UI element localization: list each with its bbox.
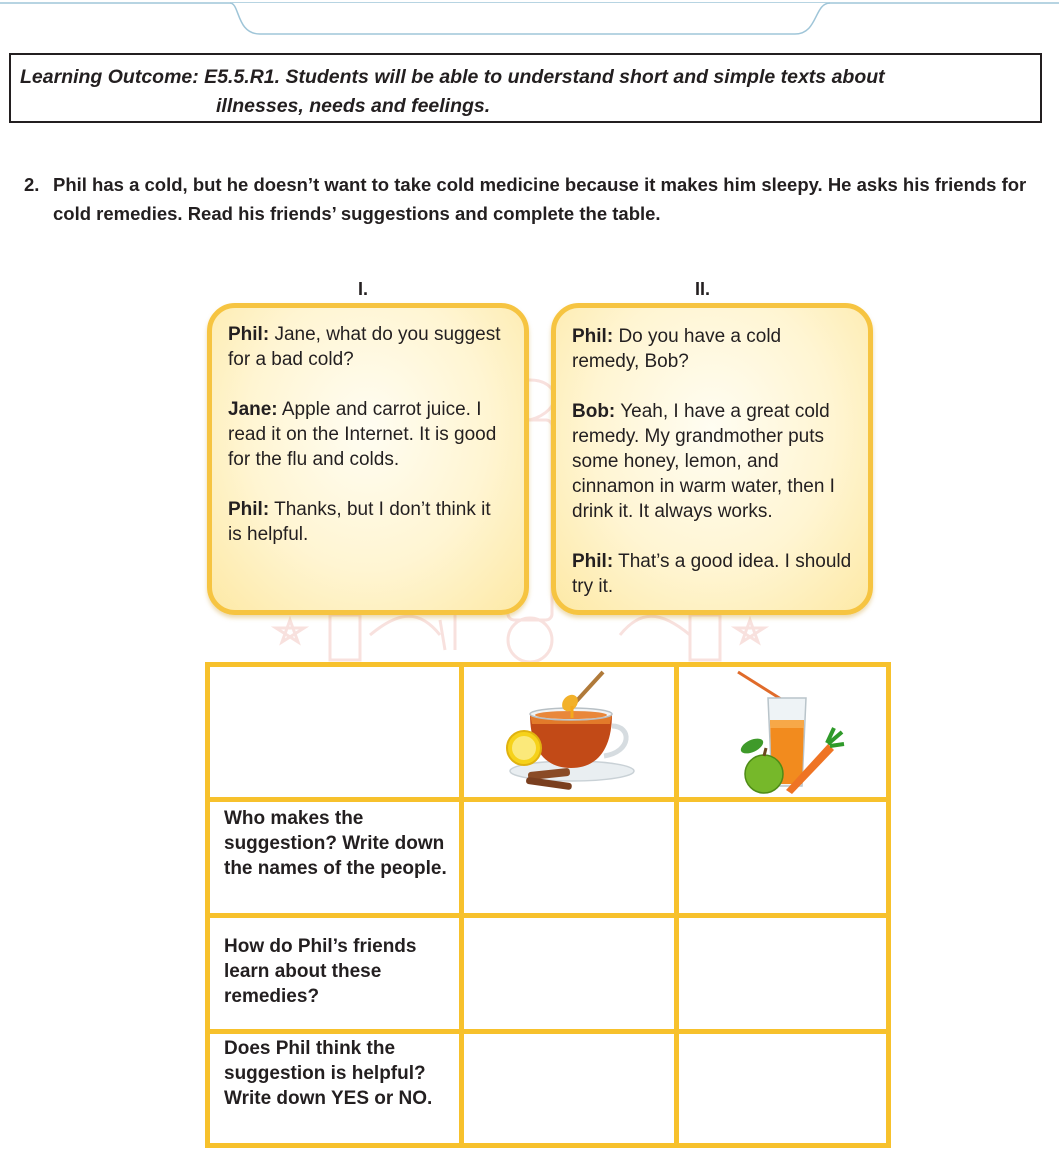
learning-outcome-line-2: illnesses, needs and feelings. bbox=[216, 95, 491, 117]
table-border-top bbox=[205, 662, 891, 667]
dialogue-1-label: I. bbox=[358, 279, 369, 299]
dialogue-line bbox=[228, 497, 508, 547]
apple-carrot-juice-icon bbox=[730, 670, 845, 796]
line-text: Do you have a cold remedy, Bob? bbox=[572, 326, 782, 372]
dialogue-line bbox=[228, 322, 508, 372]
row-label-who: Who makes the suggestion? Write down the names of the people. bbox=[224, 808, 447, 879]
line-text: Thanks, but I don’t think it is helpful. bbox=[228, 499, 491, 545]
answer-cell-helpful-1[interactable] bbox=[464, 1034, 674, 1143]
dialogue-line bbox=[572, 324, 852, 374]
answer-cell-helpful-2[interactable] bbox=[679, 1034, 886, 1143]
speaker-name: Phil: bbox=[572, 326, 614, 347]
line-text: Apple and carrot juice. I read it on the Internet. It is good for the flu and colds. bbox=[228, 399, 497, 470]
dialogue-1-bubble bbox=[207, 303, 529, 615]
learning-outcome-box bbox=[9, 53, 1042, 123]
answer-cell-how-2[interactable] bbox=[679, 918, 886, 1029]
honey-lemon-tea-icon bbox=[500, 668, 640, 796]
dialogue-2-label: II. bbox=[695, 279, 711, 299]
dialogue-2-bubble bbox=[551, 303, 873, 615]
table-border-bottom bbox=[205, 1143, 891, 1148]
row-label-how: How do Phil’s friends learn about these remedies? bbox=[224, 936, 417, 1007]
dialogue-line bbox=[228, 397, 508, 472]
row-label-helpful: Does Phil think the suggestion is helpful? Write down YES or NO. bbox=[224, 1038, 433, 1109]
dialogue-line bbox=[572, 399, 852, 524]
line-text: Yeah, I have a great cold remedy. My grandmother puts some honey, lemon, and cinnamon in warm water, then I drink it. It always works. bbox=[572, 401, 835, 522]
question-2 bbox=[24, 170, 1054, 228]
question-number: 2. bbox=[24, 174, 40, 195]
answer-cell-who-2[interactable] bbox=[679, 802, 886, 913]
line-text: That’s a good idea. I should try it. bbox=[572, 551, 852, 597]
speaker-name: Phil: bbox=[228, 499, 270, 520]
page-header-tab bbox=[0, 0, 1059, 40]
speaker-name: Phil: bbox=[228, 324, 270, 345]
question-text: Phil has a cold, but he doesn’t want to take cold medicine because it makes him sleepy. He asks his friends for cold remedies. Read his friends’ suggestions and complete the table. bbox=[53, 174, 1027, 224]
remedy-table bbox=[205, 662, 891, 1148]
speaker-name: Bob: bbox=[572, 401, 616, 422]
dialogue-line bbox=[572, 549, 852, 599]
answer-cell-how-1[interactable] bbox=[464, 918, 674, 1029]
learning-outcome-line-1: Learning Outcome: E5.5.R1. Students will be able to understand short and simple texts about bbox=[20, 66, 885, 88]
speaker-name: Jane: bbox=[228, 399, 278, 420]
speaker-name: Phil: bbox=[572, 551, 614, 572]
table-border-right bbox=[886, 662, 891, 1148]
answer-cell-who-1[interactable] bbox=[464, 802, 674, 913]
line-text: Jane, what do you suggest for a bad cold? bbox=[228, 324, 501, 370]
